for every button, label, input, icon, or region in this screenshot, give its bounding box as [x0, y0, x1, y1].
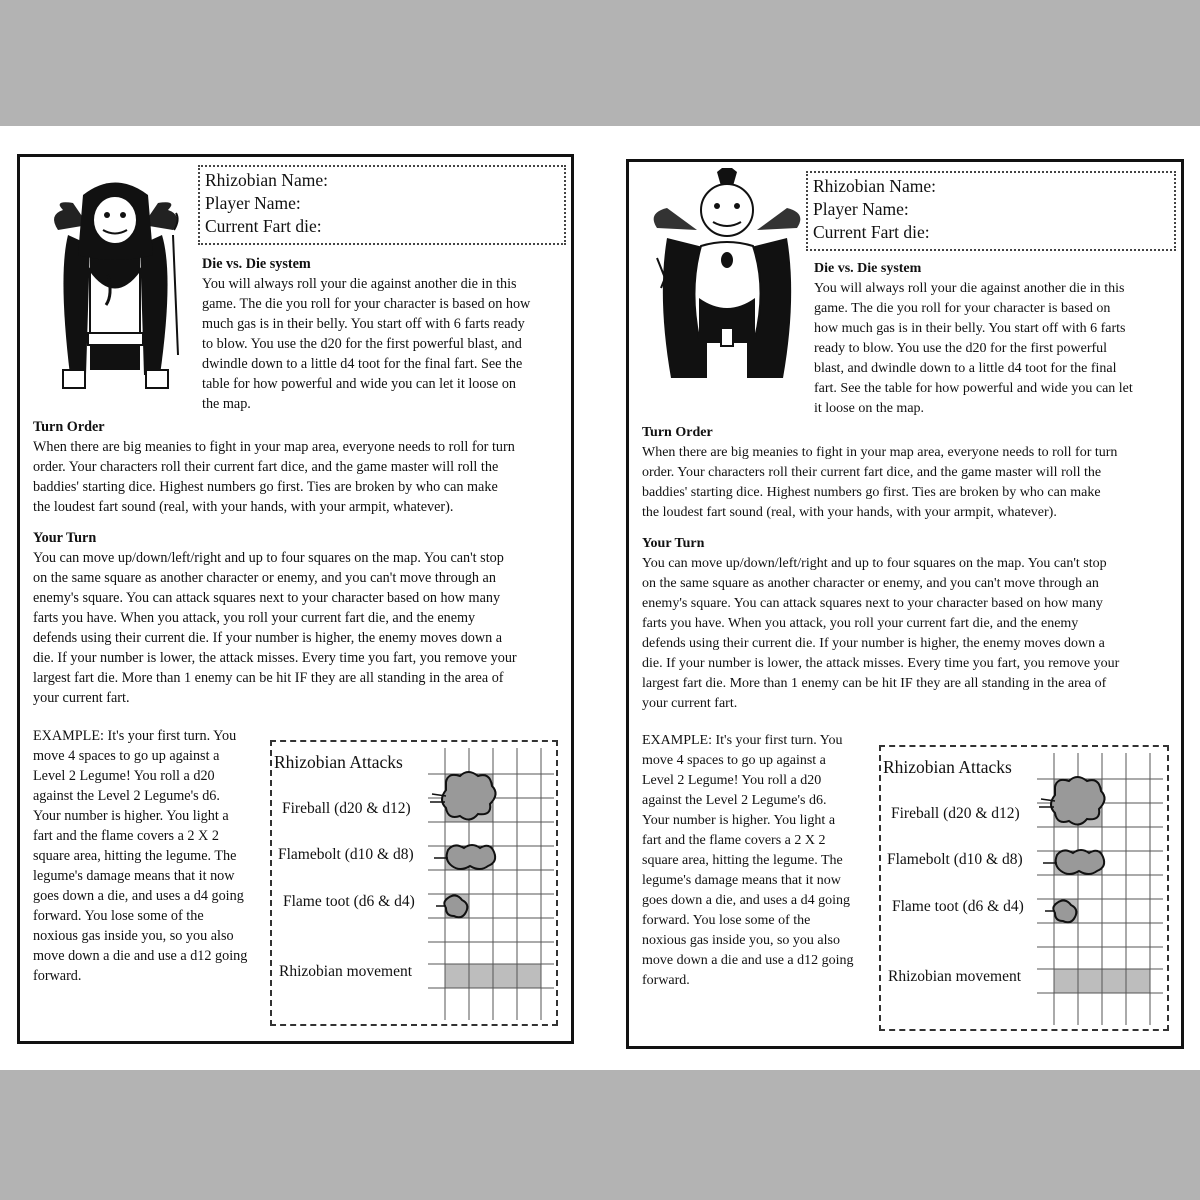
rhizobian-character-illustration — [637, 168, 812, 393]
turn-order-heading: Turn Order — [642, 425, 713, 440]
your-turn-heading: Your Turn — [642, 536, 705, 551]
player-name-field: Player Name: — [205, 193, 301, 213]
text-line: move down a die and use a d12 going — [33, 948, 248, 964]
text-line: game. The die you roll for your character is based on how — [202, 296, 531, 312]
text-line: goes down a die, and uses a d4 going — [33, 888, 244, 904]
attack-label-flamebolt: Flamebolt (d10 & d8) — [887, 851, 1023, 868]
text-line: farts you have. When you attack, you roll your current fart die, and the enemy — [33, 610, 476, 626]
text-line: order. Your characters roll their current fart dice, and the game master will roll the — [33, 459, 499, 475]
text-line: how much gas is in their belly. You start off with 6 farts — [814, 321, 1126, 336]
text-line: defends using their current die. If your number is higher, the enemy moves down a — [642, 636, 1105, 651]
attack-label-fireball: Fireball (d20 & d12) — [282, 800, 411, 817]
text-line: goes down a die, and uses a d4 going — [642, 893, 851, 908]
current-fart-die-field: Current Fart die: — [813, 222, 930, 242]
text-line: largest fart die. More than 1 enemy can be hit IF they are all standing in the area of — [33, 670, 504, 686]
turn-order-section — [642, 423, 1174, 523]
text-line: order. Your characters roll their current fart dice, and the game master will roll the — [642, 465, 1102, 480]
text-line: forward. You lose some of the — [642, 913, 811, 928]
text-line: EXAMPLE: It's your first turn. You — [642, 733, 843, 748]
text-line: Your number is higher. You light a — [33, 808, 229, 824]
text-line: square area, hitting the legume. The — [642, 853, 843, 868]
flamebolt-cloud-icon — [447, 845, 495, 869]
text-line: forward. You lose some of the — [33, 908, 204, 924]
text-line: You can move up/down/left/right and up to four squares on the map. You can't stop — [642, 556, 1107, 571]
text-line: noxious gas inside you, so you also — [33, 928, 234, 944]
text-line: When there are big meanies to fight in your map area, everyone needs to roll for turn — [642, 445, 1118, 460]
text-line: When there are big meanies to fight in your map area, everyone needs to roll for turn — [33, 439, 515, 455]
text-line: much gas is in their belly. You start off with 6 farts ready — [202, 316, 525, 332]
attack-grid — [428, 744, 558, 1024]
die-system-section — [814, 259, 1176, 419]
text-line: on the same square as another character or enemy, and you can't move through an — [642, 576, 1099, 591]
text-line: Level 2 Legume! You roll a d20 — [642, 773, 822, 788]
text-line: Level 2 Legume! You roll a d20 — [33, 768, 215, 784]
text-line: forward. — [642, 973, 690, 988]
text-line: legume's damage means that it now — [642, 873, 841, 888]
text-line: fart and the flame covers a 2 X 2 — [33, 828, 219, 844]
rhizobian-attacks-box — [879, 745, 1169, 1031]
text-line: dwindle down to a little d4 toot for the final fart. See the — [202, 356, 523, 372]
text-line: fart and the flame covers a 2 X 2 — [642, 833, 826, 848]
rhizobian-name-field: Rhizobian Name: — [813, 176, 936, 196]
text-line: legume's damage means that it now — [33, 868, 235, 884]
attack-label-flame-toot: Flame toot (d6 & d4) — [892, 898, 1024, 915]
text-line: enemy's square. You can attack squares next to your character based on how many — [642, 596, 1103, 611]
die-system-section — [202, 254, 564, 414]
attack-label-movement: Rhizobian movement — [888, 968, 1022, 985]
text-line: square area, hitting the legume. The — [33, 848, 237, 864]
text-line: forward. — [33, 968, 82, 984]
text-line: table for how powerful and wide you can let it loose on — [202, 376, 517, 392]
flamebolt-cloud-icon — [1056, 850, 1104, 874]
text-line: You will always roll your die against another die in this — [814, 281, 1125, 296]
example-section — [33, 726, 269, 986]
character-sheet-left — [17, 154, 574, 1044]
your-turn-heading: Your Turn — [33, 530, 97, 546]
text-line: You can move up/down/left/right and up to four squares on the map. You can't stop — [33, 550, 504, 566]
text-line: baddies' starting dice. Highest numbers go first. Ties are broken by who can make — [642, 485, 1101, 500]
text-line: your current fart. — [33, 690, 130, 706]
text-line: die. If your number is lower, the attack misses. Every time you fart, you remove your — [33, 650, 517, 666]
text-line: You will always roll your die against another die in this — [202, 276, 517, 292]
attack-label-movement: Rhizobian movement — [279, 963, 413, 980]
rhizobian-name-field: Rhizobian Name: — [205, 170, 328, 190]
text-line: move 4 spaces to go up against a — [642, 753, 826, 768]
attack-grid — [1037, 749, 1167, 1029]
character-sheet-right — [626, 159, 1184, 1049]
text-line: the map. — [202, 396, 251, 412]
text-line: to blow. You use the d20 for the first powerful blast, and — [202, 336, 522, 352]
text-line: defends using their current die. If your number is higher, the enemy moves down a — [33, 630, 503, 646]
your-turn-section — [33, 528, 565, 708]
player-name-field: Player Name: — [813, 199, 909, 219]
character-fields-box — [806, 171, 1176, 251]
text-line: Your number is higher. You light a — [642, 813, 836, 828]
rhizobian-attacks-box — [270, 740, 558, 1026]
character-fields-box — [198, 165, 566, 245]
text-line: ready to blow. You use the d20 for the first powerful — [814, 341, 1108, 356]
text-line: enemy's square. You can attack squares next to your character based on how many — [33, 590, 501, 606]
text-line: your current fart. — [642, 696, 738, 711]
example-section — [642, 731, 878, 991]
text-line: against the Level 2 Legume's d6. — [642, 793, 827, 808]
text-line: farts you have. When you attack, you roll your current fart die, and the enemy — [642, 616, 1079, 631]
text-line: it loose on the map. — [814, 401, 925, 416]
attacks-title: Rhizobian Attacks — [883, 757, 1012, 777]
die-system-heading: Die vs. Die system — [814, 261, 922, 276]
text-line: EXAMPLE: It's your first turn. You — [33, 728, 237, 744]
text-line: on the same square as another character or enemy, and you can't move through an — [33, 570, 496, 586]
text-line: fart. See the table for how powerful and wide you can let — [814, 381, 1133, 396]
die-system-heading: Die vs. Die system — [202, 256, 311, 272]
fireball-cloud-icon — [1051, 777, 1105, 825]
text-line: blast, and dwindle down to a little d4 toot for the final — [814, 361, 1117, 376]
attacks-title: Rhizobian Attacks — [274, 752, 403, 772]
text-line: move down a die and use a d12 going — [642, 953, 854, 968]
attack-label-fireball: Fireball (d20 & d12) — [891, 805, 1020, 822]
attack-label-flamebolt: Flamebolt (d10 & d8) — [278, 846, 414, 863]
text-line: the loudest fart sound (real, with your hands, with your armpit, whatever). — [642, 505, 1057, 520]
turn-order-section — [33, 417, 565, 517]
text-line: die. If your number is lower, the attack misses. Every time you fart, you remove your — [642, 656, 1120, 671]
text-line: move 4 spaces to go up against a — [33, 748, 220, 764]
text-line: baddies' starting dice. Highest numbers go first. Ties are broken by who can make — [33, 479, 498, 495]
rhizobian-character-illustration — [28, 175, 203, 400]
text-line: against the Level 2 Legume's d6. — [33, 788, 220, 804]
attack-label-flame-toot: Flame toot (d6 & d4) — [283, 893, 415, 910]
text-line: noxious gas inside you, so you also — [642, 933, 840, 948]
text-line: the loudest fart sound (real, with your hands, with your armpit, whatever). — [33, 499, 454, 515]
fireball-cloud-icon — [442, 772, 496, 820]
current-fart-die-field: Current Fart die: — [205, 216, 322, 236]
your-turn-section — [642, 534, 1174, 714]
text-line: game. The die you roll for your character is based on — [814, 301, 1111, 316]
text-line: largest fart die. More than 1 enemy can be hit IF they are all standing in the area of — [642, 676, 1107, 691]
turn-order-heading: Turn Order — [33, 419, 105, 435]
